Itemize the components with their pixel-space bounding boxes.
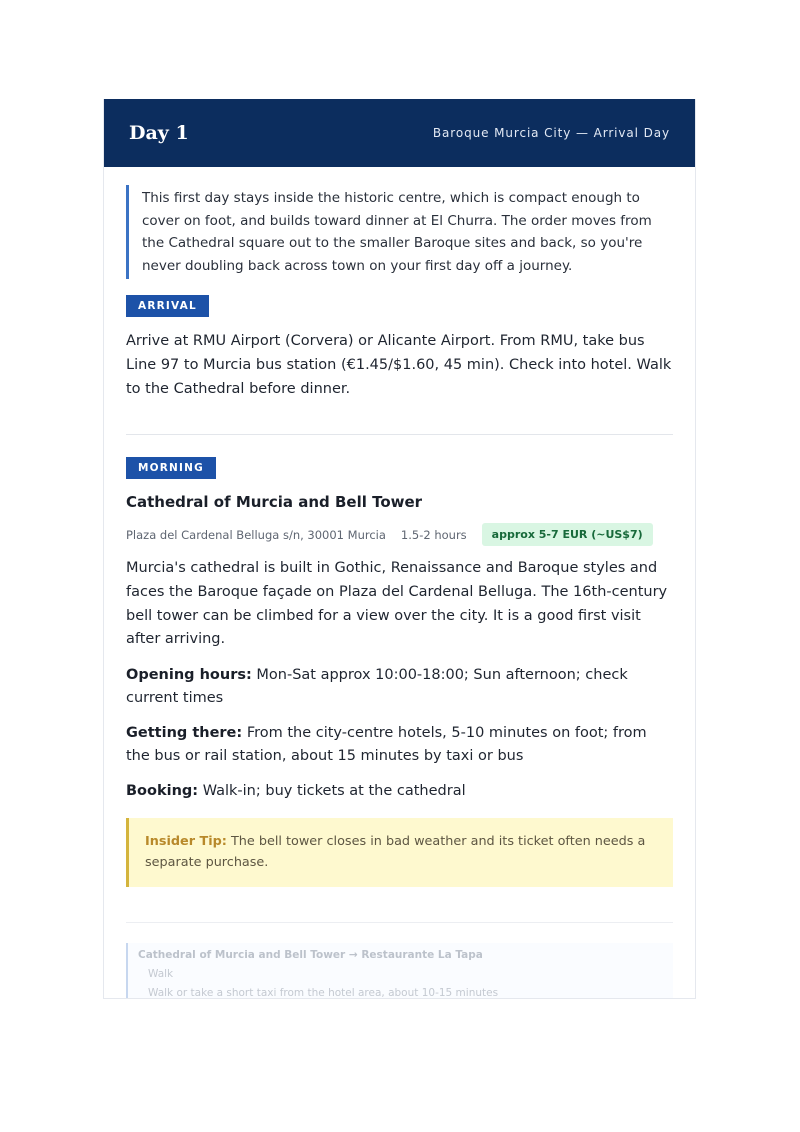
transit-detail: Walk or take a short taxi from the hotel area, about 10-15 minutes [148, 986, 499, 999]
booking [126, 780, 673, 803]
opening-hours [126, 664, 673, 710]
insider-tip-label: Insider Tip: [145, 833, 227, 849]
price-badge: approx 5-7 EUR (~US$7) [482, 523, 653, 546]
activity-title: Cathedral of Murcia and Bell Tower [126, 493, 423, 512]
transit-divider [126, 922, 673, 923]
section-divider [126, 434, 673, 435]
booking-label: Booking: [126, 782, 199, 799]
transit-section [126, 922, 673, 999]
insider-tip-text: The bell tower closes in bad weather and its ticket often needs a separate purchase. [145, 833, 646, 870]
insider-tip [126, 818, 673, 887]
arrival-text: Arrive at RMU Airport (Corvera) or Alicante Airport. From RMU, take bus Line 97 to Murcia bus station (€1.45/$1.60, 45 min). Check into hotel. Walk to the Cathedral before dinner. [126, 333, 672, 398]
getting-there-label: Getting there: [126, 724, 243, 741]
transit-mode: Walk [148, 967, 174, 980]
activity-address: Plaza del Cardenal Belluga s/n, 30001 Murcia [126, 527, 386, 542]
getting-there-value: From the city-centre hotels, 5-10 minutes on foot; from the bus or rail station, about 15 minutes by taxi or bus [126, 724, 647, 764]
day-card [103, 99, 696, 999]
transit-route: Cathedral of Murcia and Bell Tower → Restaurante La Tapa [138, 948, 483, 961]
opening-hours-label: Opening hours: [126, 666, 252, 683]
day-subtitle: Baroque Murcia City — Arrival Day [432, 126, 670, 140]
booking-value: Walk-in; buy tickets at the cathedral [202, 782, 466, 799]
activity-description: Murcia's cathedral is built in Gothic, Renaissance and Baroque styles and faces the Baroque façade on Plaza del Cardenal Belluga. The 16th-century bell tower can be climbed for a view over the city. It is a good first visit after arriving. [126, 560, 668, 648]
activity-duration: 1.5-2 hours [400, 527, 467, 542]
activity-meta [126, 523, 673, 546]
getting-there [126, 722, 673, 768]
arrival-tag: ARRIVAL [126, 295, 209, 317]
day-title: Day 1 [129, 122, 189, 144]
transit-block [126, 943, 673, 999]
day-header [104, 99, 695, 167]
opening-hours-value: Mon-Sat approx 10:00-18:00; Sun afternoon; check current times [126, 666, 628, 706]
intro-quote: This first day stays inside the historic centre, which is compact enough to cover on foot, and builds toward dinner at El Churra. The order moves from the Cathedral square out to the smaller Baroque sites and back, so you're never doubling back across town on your first day off a journey. [126, 185, 673, 279]
day-body [104, 167, 695, 999]
morning-tag: MORNING [126, 457, 216, 479]
